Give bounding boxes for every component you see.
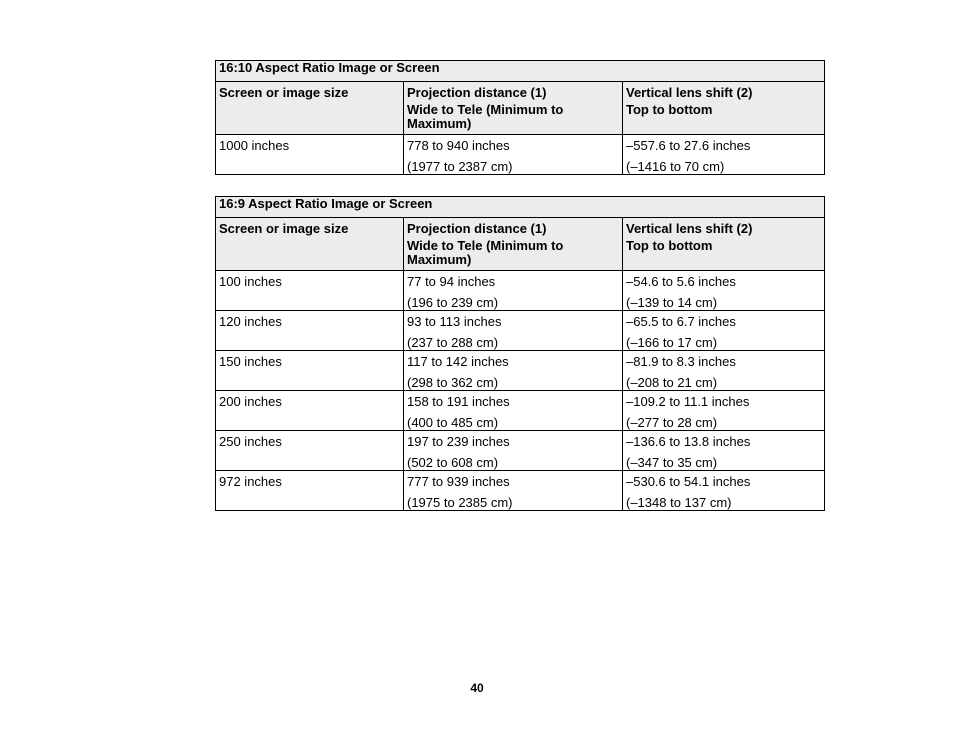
aspect-ratio-16-9-table [215,196,825,511]
screen-size-value: 150 inches [219,354,282,369]
cell-screen-size [216,431,404,471]
header-screen-size [216,82,404,135]
header-vertical-lens-shift-label: Vertical lens shift (2) [626,221,753,236]
distance-cm: (237 to 288 cm) [407,335,499,350]
cell-projection-distance [404,351,623,391]
shift-inches: –530.6 to 54.1 inches [626,474,751,489]
cell-screen-size [216,271,404,311]
screen-size-value: 250 inches [219,434,282,449]
header-projection-distance [404,218,623,271]
cell-projection-distance [404,271,623,311]
screen-size-value: 100 inches [219,274,282,289]
shift-cm: (–347 to 35 cm) [626,455,718,470]
header-screen-size-label: Screen or image size [219,85,349,100]
header-projection-distance [404,82,623,135]
header-vertical-lens-shift [623,218,825,271]
header-projection-distance-label: Projection distance (1) [407,85,547,100]
distance-cm: (400 to 485 cm) [407,415,499,430]
cell-projection-distance [404,471,623,511]
cell-lens-shift [623,351,825,391]
table-header-row [216,218,825,271]
cell-screen-size [216,135,404,175]
distance-inches: 197 to 239 inches [407,434,510,449]
shift-cm: (–139 to 14 cm) [626,295,718,310]
table-title: 16:10 Aspect Ratio Image or Screen [216,61,825,82]
screen-size-value: 1000 inches [219,138,290,153]
table-row [216,351,825,391]
cell-screen-size [216,391,404,431]
header-screen-size-label: Screen or image size [219,221,349,236]
cell-screen-size [216,471,404,511]
cell-projection-distance [404,135,623,175]
shift-cm: (–208 to 21 cm) [626,375,718,390]
shift-inches: –109.2 to 11.1 inches [626,394,750,409]
table-row [216,431,825,471]
header-screen-size [216,218,404,271]
table-title: 16:9 Aspect Ratio Image or Screen [216,197,825,218]
table-title-row [216,61,825,82]
table-row [216,471,825,511]
distance-cm: (196 to 239 cm) [407,295,499,310]
cell-screen-size [216,351,404,391]
screen-size-value: 120 inches [219,314,282,329]
shift-cm: (–1348 to 137 cm) [626,495,732,510]
page-number: 40 [470,681,484,695]
cell-projection-distance [404,391,623,431]
distance-inches: 117 to 142 inches [407,354,509,369]
header-projection-distance-sub: Wide to Tele (Minimum to Maximum) [407,238,564,267]
distance-inches: 158 to 191 inches [407,394,510,409]
header-projection-distance-label: Projection distance (1) [407,221,547,236]
table-row [216,391,825,431]
cell-lens-shift [623,271,825,311]
table-row [216,311,825,351]
cell-lens-shift [623,391,825,431]
distance-cm: (502 to 608 cm) [407,455,499,470]
distance-inches: 777 to 939 inches [407,474,510,489]
cell-lens-shift [623,431,825,471]
shift-cm: (–166 to 17 cm) [626,335,718,350]
shift-cm: (–277 to 28 cm) [626,415,718,430]
cell-projection-distance [404,431,623,471]
table-row [216,135,825,175]
cell-lens-shift [623,471,825,511]
header-vertical-lens-shift [623,82,825,135]
cell-projection-distance [404,311,623,351]
header-vertical-lens-shift-sub: Top to bottom [626,102,713,117]
shift-cm: (–1416 to 70 cm) [626,159,725,174]
aspect-ratio-16-10-table [215,60,825,175]
cell-lens-shift [623,135,825,175]
cell-screen-size [216,311,404,351]
shift-inches: –136.6 to 13.8 inches [626,434,751,449]
distance-inches: 77 to 94 inches [407,274,496,289]
distance-cm: (1975 to 2385 cm) [407,495,513,510]
table-header-row [216,82,825,135]
header-projection-distance-sub: Wide to Tele (Minimum to Maximum) [407,102,564,131]
screen-size-value: 200 inches [219,394,282,409]
distance-cm: (1977 to 2387 cm) [407,159,513,174]
distance-inches: 778 to 940 inches [407,138,510,153]
screen-size-value: 972 inches [219,474,282,489]
shift-inches: –65.5 to 6.7 inches [626,314,736,329]
cell-lens-shift [623,311,825,351]
distance-cm: (298 to 362 cm) [407,375,499,390]
shift-inches: –54.6 to 5.6 inches [626,274,736,289]
shift-inches: –81.9 to 8.3 inches [626,354,736,369]
table-row [216,271,825,311]
header-vertical-lens-shift-label: Vertical lens shift (2) [626,85,753,100]
table-title-row [216,197,825,218]
header-vertical-lens-shift-sub: Top to bottom [626,238,713,253]
distance-inches: 93 to 113 inches [407,314,502,329]
shift-inches: –557.6 to 27.6 inches [626,138,751,153]
